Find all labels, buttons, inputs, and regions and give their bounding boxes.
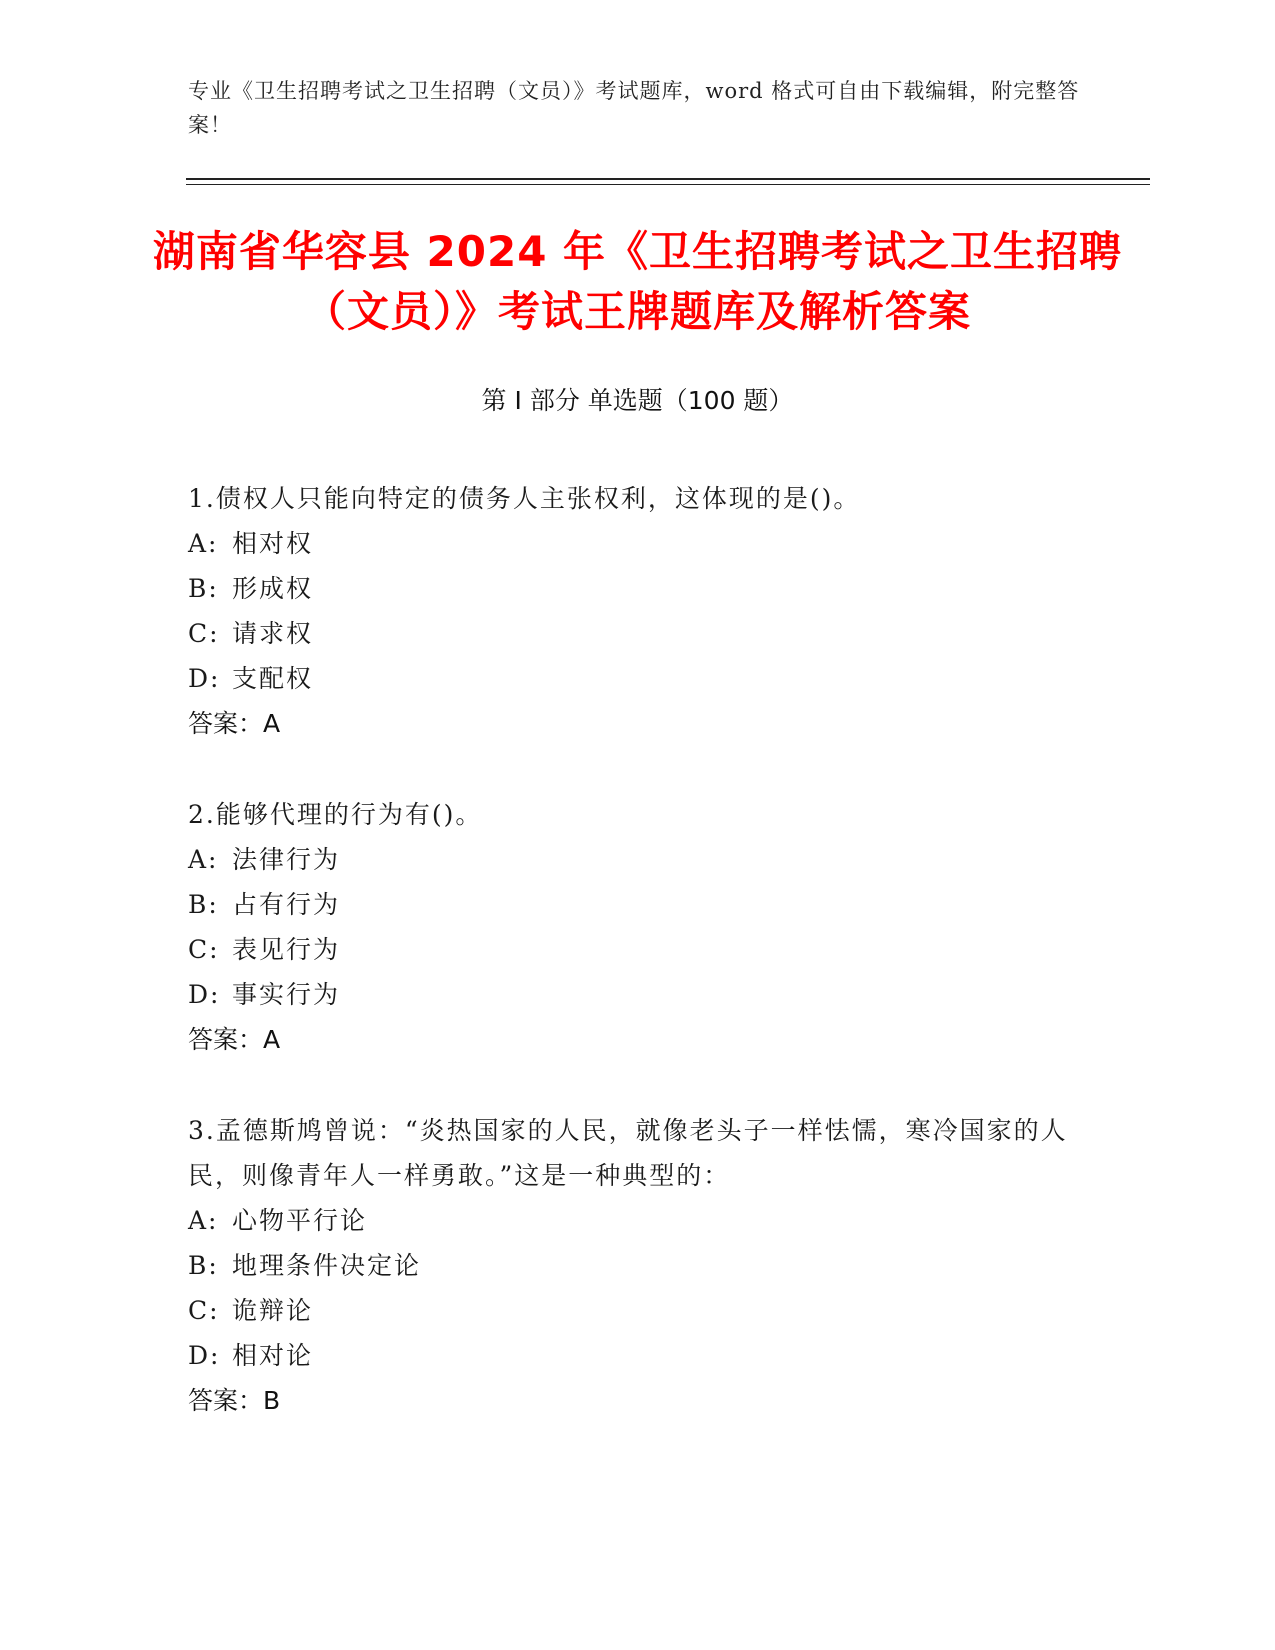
option-letter: C: xyxy=(188,619,220,648)
answer-line: 答案：B xyxy=(188,1386,281,1415)
question-list xyxy=(188,476,1088,1469)
option-letter: C: xyxy=(188,1296,220,1325)
option-text: 相对论 xyxy=(232,1341,314,1370)
option-letter: D: xyxy=(188,1341,221,1370)
option-c xyxy=(188,611,1088,656)
option-text: 诡辩论 xyxy=(232,1296,314,1325)
option-text: 形成权 xyxy=(232,574,314,603)
option-letter: B: xyxy=(188,574,219,603)
option-text: 地理条件决定论 xyxy=(232,1251,422,1280)
option-d xyxy=(188,1333,1088,1378)
option-letter: D: xyxy=(188,664,221,693)
option-c xyxy=(188,1288,1088,1333)
option-letter: A: xyxy=(188,1206,219,1235)
option-a xyxy=(188,1198,1088,1243)
header-note: 专业《卫生招聘考试之卫生招聘（文员）》考试题库，word 格式可自由下载编辑，附完整答案！ xyxy=(188,79,1080,137)
document-title: 湖南省华容县 2024 年《卫生招聘考试之卫生招聘（文员）》考试王牌题库及解析答案 xyxy=(152,227,1123,336)
option-a xyxy=(188,837,1088,882)
option-b xyxy=(188,882,1088,927)
option-d xyxy=(188,656,1088,701)
option-letter: B: xyxy=(188,890,219,919)
question-stem: 2.能够代理的行为有()。 xyxy=(188,800,483,829)
option-letter: B: xyxy=(188,1251,219,1280)
option-b xyxy=(188,566,1088,611)
option-text: 心物平行论 xyxy=(232,1206,368,1235)
option-letter: A: xyxy=(188,529,219,558)
option-text: 占有行为 xyxy=(232,890,341,919)
option-text: 法律行为 xyxy=(232,845,341,874)
question-3 xyxy=(188,1108,1088,1423)
header-divider-thin xyxy=(186,184,1150,185)
option-letter: D: xyxy=(188,980,221,1009)
answer-line: 答案：A xyxy=(188,1025,281,1054)
question-stem: 1.债权人只能向特定的债务人主张权利，这体现的是()。 xyxy=(188,484,861,513)
question-1 xyxy=(188,476,1088,746)
question-2 xyxy=(188,792,1088,1062)
option-text: 相对权 xyxy=(232,529,314,558)
option-d xyxy=(188,972,1088,1017)
option-letter: C: xyxy=(188,935,220,964)
question-stem: 3.孟德斯鸠曾说：“炎热国家的人民，就像老头子一样怯懦，寒冷国家的人民，则像青年人一样勇敢。”这是一种典型的： xyxy=(188,1116,1068,1190)
answer-line: 答案：A xyxy=(188,709,281,738)
option-b xyxy=(188,1243,1088,1288)
option-text: 事实行为 xyxy=(232,980,341,1009)
option-c xyxy=(188,927,1088,972)
section-title: 第 I 部分 单选题（100 题） xyxy=(481,386,794,415)
option-letter: A: xyxy=(188,845,219,874)
option-text: 表见行为 xyxy=(232,935,341,964)
header-divider-thick xyxy=(186,178,1150,180)
option-a xyxy=(188,521,1088,566)
option-text: 请求权 xyxy=(232,619,314,648)
option-text: 支配权 xyxy=(232,664,314,693)
